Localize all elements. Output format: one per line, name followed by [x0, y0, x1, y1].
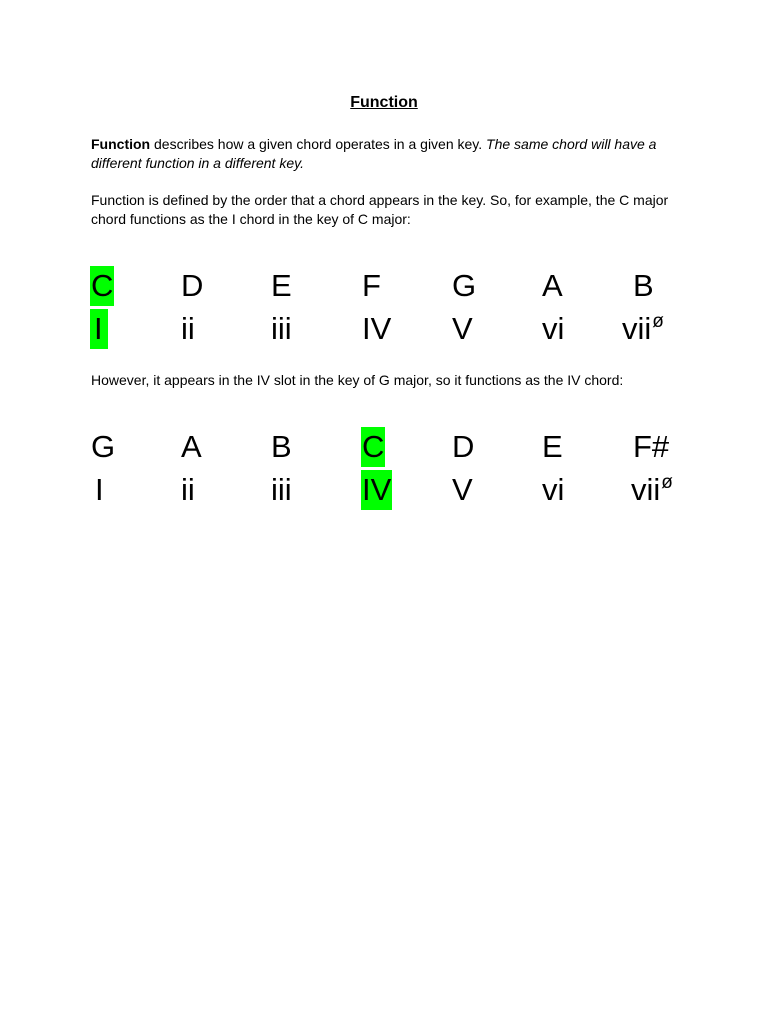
- example2-functions-row: [0, 470, 768, 510]
- example1-note: E: [271, 268, 292, 303]
- definition-paragraph: Function is defined by the order that a chord appears in the key. So, for example, the C major chord functions as the I chord in the key of C major:: [91, 192, 669, 227]
- example1-function: vi: [542, 311, 565, 346]
- example1-notes-row: [0, 266, 768, 306]
- example2-note: F#: [633, 429, 670, 464]
- example2-function: vi: [542, 472, 565, 507]
- example1-note: F: [362, 268, 381, 303]
- example1-note: G: [452, 268, 477, 303]
- example1-function: iii: [271, 311, 292, 346]
- example2-note: E: [542, 429, 563, 464]
- page-title: Function: [350, 94, 418, 111]
- example1-function: IV: [362, 311, 392, 346]
- example2-function-last: [630, 470, 674, 510]
- example1-note: A: [542, 268, 563, 303]
- half-diminished-superscript: ø: [652, 311, 664, 332]
- example1-function: I: [90, 309, 108, 349]
- example2-note: G: [91, 429, 116, 464]
- example2-function: ii: [181, 472, 195, 507]
- example2-note: A: [181, 429, 202, 464]
- example1-function: vii: [622, 311, 652, 346]
- example2-notes-row: [0, 427, 768, 467]
- example1-function: V: [452, 311, 473, 346]
- example2-note: B: [271, 429, 292, 464]
- intro-text: describes how a given chord operates in a given key.: [150, 136, 487, 152]
- example1-note: C: [90, 266, 114, 306]
- example2-function: IV: [361, 470, 392, 510]
- intro-term: Function: [91, 136, 151, 152]
- example1-function: ii: [181, 311, 195, 346]
- example1-note: B: [633, 268, 654, 303]
- example1-function-last: [621, 309, 665, 349]
- half-diminished-superscript: ø: [661, 472, 673, 493]
- example1-note: D: [181, 268, 204, 303]
- example2-function: I: [95, 472, 104, 507]
- intro-paragraph: [91, 135, 681, 173]
- example2-function: V: [452, 472, 473, 507]
- example2-note: D: [452, 429, 475, 464]
- intro-emphasis: The same chord will have a different function in a different key.: [91, 136, 657, 171]
- example2-function: iii: [271, 472, 292, 507]
- transition-paragraph: However, it appears in the IV slot in the key of G major, so it functions as the IV chord:: [91, 372, 624, 388]
- example2-function: vii: [631, 472, 661, 507]
- example1-functions-row: [0, 309, 768, 349]
- example2-note: C: [361, 427, 385, 467]
